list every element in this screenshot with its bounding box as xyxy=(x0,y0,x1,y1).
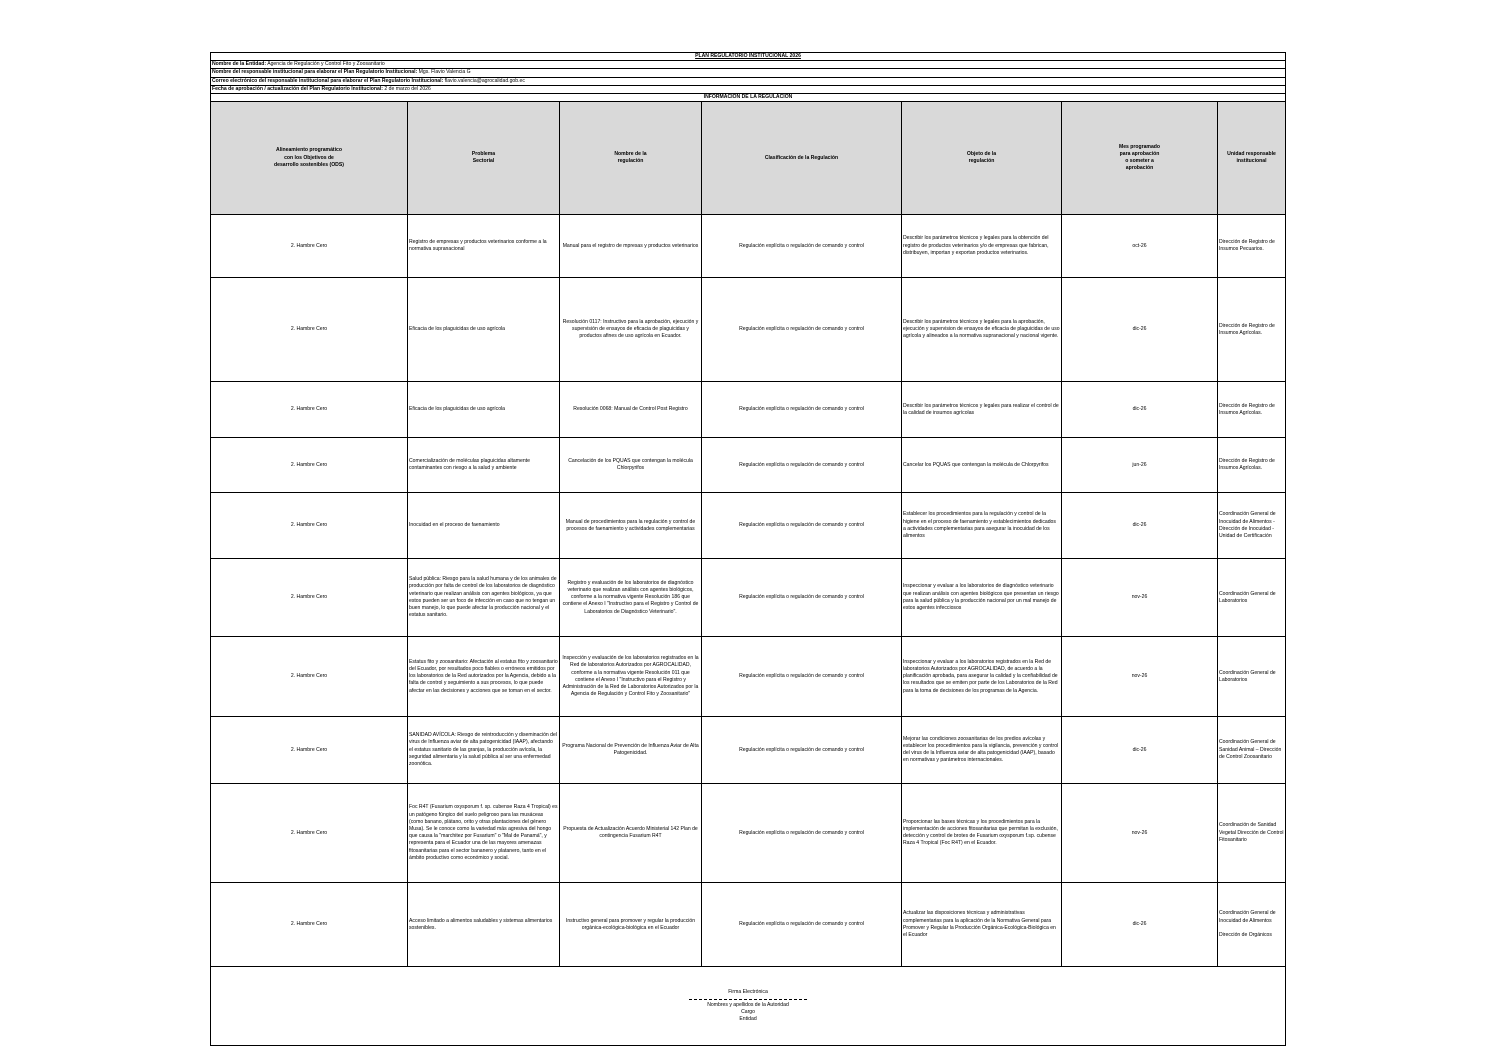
table-row xyxy=(211,438,1286,493)
cell-objective: Describir los parámetros técnicos y legales para la obtención del registro de productos veterinarios y/o de empresas que fabrican, distribuyen, importan y exportan productos veterinarios. xyxy=(902,215,1062,278)
cell-month: nov-26 xyxy=(1062,559,1218,637)
cell-problem: Salud pública: Riesgo para la salud humana y de los animales de producción por falta de control de los laboratorios de diagnóstico veterinario que realizan análisis con agentes biológicos, ya que estos pueden ser un foco de infección en caso que no tengan un buen manejo, lo que puede afectar la producción nacional y el estatus sanitario. xyxy=(408,559,560,637)
cell-regulation-name: Propuesta de Actualización Acuerdo Ministerial 142 Plan de contingencia Fusarium R4T xyxy=(560,784,702,883)
cell-ods: 2. Hambre Cero xyxy=(211,278,408,382)
entity-value: Agencia de Regulación y Control Fito y Zoosanitario xyxy=(266,61,385,68)
cell-regulation-name: Manual para el registro de mpresas y productos veterinarios xyxy=(560,215,702,278)
cell-month: jun-26 xyxy=(1062,438,1218,493)
cell-regulation-name: Resolución 0117: Instructivo para la aprobación, ejecución y supervisión de ensayos de eficacia de plaguicidas y productos afines de uso agrícola en Ecuador. xyxy=(560,278,702,382)
header-line: Objeto de la xyxy=(966,151,997,158)
header-line: regulación xyxy=(617,158,644,165)
cell-month: dic-26 xyxy=(1062,493,1218,559)
responsible-label: Nombre del responsable institucional para elaborar el Plan Regulatorio Institucional: xyxy=(212,69,418,76)
header-line: Nombre de la xyxy=(614,151,647,158)
table-row xyxy=(211,717,1286,784)
plan-title: PLAN REGULATORIO INSTITUCIONAL 2026 xyxy=(211,53,1286,61)
cell-unit: Coordinación General de Sanidad Animal – Dirección de Control Zoosanitario xyxy=(1218,717,1286,784)
cell-month: nov-26 xyxy=(1062,637,1218,717)
cell-month: dic-26 xyxy=(1062,382,1218,438)
cell-classification: Regulación explícita o regulación de comando y control xyxy=(702,637,902,717)
responsible-line xyxy=(211,69,1286,77)
email-line xyxy=(211,77,1286,85)
cell-ods: 2. Hambre Cero xyxy=(211,382,408,438)
cell-month: dic-26 xyxy=(1062,883,1218,967)
cell-objective: Mejorar las condiciones zoosanitarias de los predios avícolas y establecer los procedimientos para la vigilancia, prevención y control del virus de la Influenza aviar de alta patogenicidad (IAAP), basado en normativas y parámetros internacionales. xyxy=(902,717,1062,784)
cell-month: dic-26 xyxy=(1062,278,1218,382)
cell-ods: 2. Hambre Cero xyxy=(211,559,408,637)
cell-regulation-name: Inspección y evaluación de los laboratorios registrados en la Red de laboratorios Autorizados por AGROCALIDAD, conforme a la normativa vigente Resolución 011 que contiene el Anexo I "Instructivo para el Registro y Administración de la Red de Laboratorios Autorizados por la Agencia de Regulación y Control Fito y Zoosanitario" xyxy=(560,637,702,717)
header-line: institucional xyxy=(1236,158,1267,165)
header-line: con los Objetivos de xyxy=(284,154,334,161)
header-classification xyxy=(702,102,902,215)
cell-classification: Regulación explícita o regulación de comando y control xyxy=(702,278,902,382)
cell-objective: Describir los parámetros técnicos y legales para la aprobación, ejecución y supervision de ensayos de eficacia de plaguicidas de uso agrícola y alineados a la normativa supranacional y nacional vigente. xyxy=(902,278,1062,382)
header-unit xyxy=(1218,102,1286,215)
cell-problem: Estatus fito y zoosanitario: Afectación al estatus fito y zoosanitario del Ecuador, por resultados poco fiables o erróneos emitidos por los laboratorios de la Red autorizados por la Agencia, debido a la falta de control y seguimiento a sus procesos, lo que puede afectar en las decisiones y acciones que se toman en el sector. xyxy=(408,637,560,717)
header-line: Unidad responsable xyxy=(1227,151,1276,158)
entity-line xyxy=(211,61,1286,69)
cell-ods: 2. Hambre Cero xyxy=(211,215,408,278)
cell-problem: SANIDAD AVÍCOLA: Riesgo de reintroducción y diseminación del virus de Influenza aviar de alta patogenicidad (IAAP), afectando el estatus sanitario de las granjas, la producción avícola, la seguridad alimentaria y la salud pública al ser una enfermedad zoonótica. xyxy=(408,717,560,784)
signature-cargo: Cargo xyxy=(741,1009,755,1016)
header-objective xyxy=(902,102,1062,215)
plan-table xyxy=(210,52,1286,1046)
cell-unit: Dirección de Registro de Insumos Agrícolas. xyxy=(1218,438,1286,493)
cell-problem: Eficacia de los plaguicidas de uso agrícola xyxy=(408,278,560,382)
cell-classification: Regulación explícita o regulación de comando y control xyxy=(702,784,902,883)
cell-problem: Acceso limitado a alimentos saludables y sistemas alimentarios sostenibles. xyxy=(408,883,560,967)
date-line xyxy=(211,85,1286,93)
cell-classification: Regulación explícita o regulación de comando y control xyxy=(702,559,902,637)
signature-cell xyxy=(211,967,1286,1046)
header-line: para aprobación xyxy=(1119,151,1160,158)
cell-classification: Regulación explícita o regulación de comando y control xyxy=(702,493,902,559)
cell-problem: Inocuidad en el proceso de faenamiento xyxy=(408,493,560,559)
cell-unit: Dirección de Registro de Insumos Agrícolas. xyxy=(1218,382,1286,438)
cell-objective: Describir los parámetros técnicos y legales para realizar el control de la calidad de insumos agrícolas xyxy=(902,382,1062,438)
date-value: 2 de marzo del 2026 xyxy=(382,85,431,92)
header-name xyxy=(560,102,702,215)
cell-objective: Inspeccionar y evaluar a los laboratorios registrados en la Red de laboratorios Autorizados por AGROCALIDAD, de acuerdo a la planificación aprobada, para asegurar la calidad y la confiabilidad de los resultados que se emiten por parte de los Laboratorios de la Red para la toma de decisiones de los programas de la Agencia. xyxy=(902,637,1062,717)
header-line: Problema xyxy=(471,151,496,158)
cell-objective: Proporcionar las bases técnicas y los procedimientos para la implementación de acciones fitosanitarias que permitan la exclusión, detección y control de brotes de Fusarium oxysporum f.sp. cubense Raza 4 Tropical (Foc R4T) en el Ecuador. xyxy=(902,784,1062,883)
cell-unit: Coordinación General de Inocuidad de Alimentos - Dirección de Inocuidad - Unidad de Certificación xyxy=(1218,493,1286,559)
email-value: flavio.valencia@agrocalidad.gob.ec xyxy=(443,77,525,84)
signature-entidad: Entidad xyxy=(739,1016,757,1023)
table-row xyxy=(211,382,1286,438)
cell-ods: 2. Hambre Cero xyxy=(211,493,408,559)
header-line: o someter a xyxy=(1125,158,1154,165)
cell-problem: Comercialización de moléculas plaguicidas altamente contaminantes con riesgo a la salud y ambiente xyxy=(408,438,560,493)
cell-unit: Dirección de Registro de Insumos Agrícolas. xyxy=(1218,278,1286,382)
cell-regulation-name: Instructivo general para promover y regular la producción orgánica-ecológica-biológica en el Ecuador xyxy=(560,883,702,967)
plan-sheet xyxy=(210,52,1285,1046)
cell-problem: Registro de empresas y productos veterinarios conforme a la normativa supranacional xyxy=(408,215,560,278)
cell-regulation-name: Registro y evaluación de los laboratorios de diagnóstico veterinario que realizan análisis con agentes biológicos, conforme a la normativa vigente Resolución 186 que contiene el Anexo I "Instructivo para el Registro y Control de Laboratorios de Diagnóstico Veterinario". xyxy=(560,559,702,637)
header-line: Alineamiento programático xyxy=(276,147,342,154)
cell-classification: Regulación explícita o regulación de comando y control xyxy=(702,382,902,438)
signature-block xyxy=(211,967,1286,1046)
column-headers xyxy=(211,102,1286,215)
cell-ods: 2. Hambre Cero xyxy=(211,784,408,883)
table-row xyxy=(211,883,1286,967)
cell-regulation-name: Resolución 0068: Manual de Control Post Registro xyxy=(560,382,702,438)
header-line: Sectorial xyxy=(472,158,495,165)
cell-classification: Regulación explícita o regulación de comando y control xyxy=(702,717,902,784)
cell-unit: Coordinación de Sanidad Vegetal Dirección de Control Fitosanitario xyxy=(1218,784,1286,883)
email-label: Correo electrónico del responsable institucional para elaborar el Plan Regulatorio Institucional: xyxy=(212,77,444,84)
header-ods xyxy=(211,102,408,215)
cell-regulation-name: Manual de procedimientos para la regulación y control de procesos de faenamiento y actividades complementarias xyxy=(560,493,702,559)
table-row xyxy=(211,637,1286,717)
header-line: desarrollo sostenibles (ODS) xyxy=(274,161,344,168)
header-month xyxy=(1062,102,1218,215)
cell-unit: Coordinación General de Inocuidad de Alimentos Dirección de Orgánicos xyxy=(1218,883,1286,967)
cell-classification: Regulación explícita o regulación de comando y control xyxy=(702,215,902,278)
cell-objective: Establecer los procedimientos para la regulación y control de la higiene en el proceso de faenamiento y establecimientos dedicados a actividades complementarias para asegurar la inocuidad de los alimentos xyxy=(902,493,1062,559)
cell-unit: Coordinación General de Laboratorios xyxy=(1218,559,1286,637)
header-problem xyxy=(408,102,560,215)
cell-classification: Regulación explícita o regulación de comando y control xyxy=(702,438,902,493)
signature-firma: Firma Electrónica xyxy=(728,988,768,995)
cell-problem: Foc R4T (Fusarium oxysporum f. sp. cubense Raza 4 Tropical) es un patógeno fúngico del suelo peligroso para las musáceas (como banano, plátano, orito y otras plantaciones del género Musa). Se le conoce como la variedad más agresiva del hongo que causa la "marchitez por Fusarium" o "Mal de Panamá", y representa para el Ecuador una de las mayores amenazas fitosanitarias para el sector bananero y platanero, tanto en el ámbito productivo como económico y social. xyxy=(408,784,560,883)
cell-month: oct-26 xyxy=(1062,215,1218,278)
cell-regulation-name: Programa Nacional de Prevención de Influenza Aviar de Alta Patogenicidad. xyxy=(560,717,702,784)
header-line: Mes programado xyxy=(1118,143,1161,150)
cell-month: dic-26 xyxy=(1062,717,1218,784)
header-line: regulación xyxy=(968,158,995,165)
cell-month: nov-26 xyxy=(1062,784,1218,883)
cell-problem: Eficacia de los plaguicidas de uso agrícola xyxy=(408,382,560,438)
regulation-rows xyxy=(211,215,1286,967)
header-line: Clasificación de la Regulación xyxy=(764,154,839,161)
cell-objective: Cancelar los PQUAS que contengan la molécula de Chlorpyrifos xyxy=(902,438,1062,493)
cell-objective: Actualizar las disposiciones técnicas y administrativas complementarias para la aplicación de la Normativa General para Promover y Regular la Producción Orgánica-Ecológica-Biológica en el Ecuador xyxy=(902,883,1062,967)
date-label: Fecha de aprobación / actualización del Plan Regulatorio Institucional: xyxy=(212,85,383,92)
cell-ods: 2. Hambre Cero xyxy=(211,883,408,967)
table-row xyxy=(211,278,1286,382)
cell-objective: Inspeccionar y evaluar a los laboratorios de diagnóstico veterinario que realizan análisis con agentes biológicos que presentan un riesgo para la salud pública y la producción nacional por un mal manejo de estos agentes infecciosos xyxy=(902,559,1062,637)
table-row xyxy=(211,493,1286,559)
cell-classification: Regulación explícita o regulación de comando y control xyxy=(702,883,902,967)
entity-label: Nombre de la Entidad: xyxy=(212,61,267,68)
table-row xyxy=(211,784,1286,883)
section-title: INFORMACIÓN DE LA REGULACIÓN xyxy=(211,94,1286,102)
cell-ods: 2. Hambre Cero xyxy=(211,438,408,493)
signature-line xyxy=(689,998,807,1000)
cell-ods: 2. Hambre Cero xyxy=(211,637,408,717)
table-row xyxy=(211,215,1286,278)
table-row xyxy=(211,559,1286,637)
cell-ods: 2. Hambre Cero xyxy=(211,717,408,784)
header-line: aprobación xyxy=(1125,165,1154,172)
cell-unit: Dirección de Registro de Insumos Pecuarios. xyxy=(1218,215,1286,278)
responsible-value: Mgs. Flavio Valencia G xyxy=(417,69,471,76)
cell-unit: Coordinación General de Laboratorios xyxy=(1218,637,1286,717)
cell-regulation-name: Cancelación de los PQUAS que contengan la molécula Chlorpyrifos xyxy=(560,438,702,493)
signature-name: Nombres y apellidos de la Autoridad xyxy=(707,1002,789,1009)
